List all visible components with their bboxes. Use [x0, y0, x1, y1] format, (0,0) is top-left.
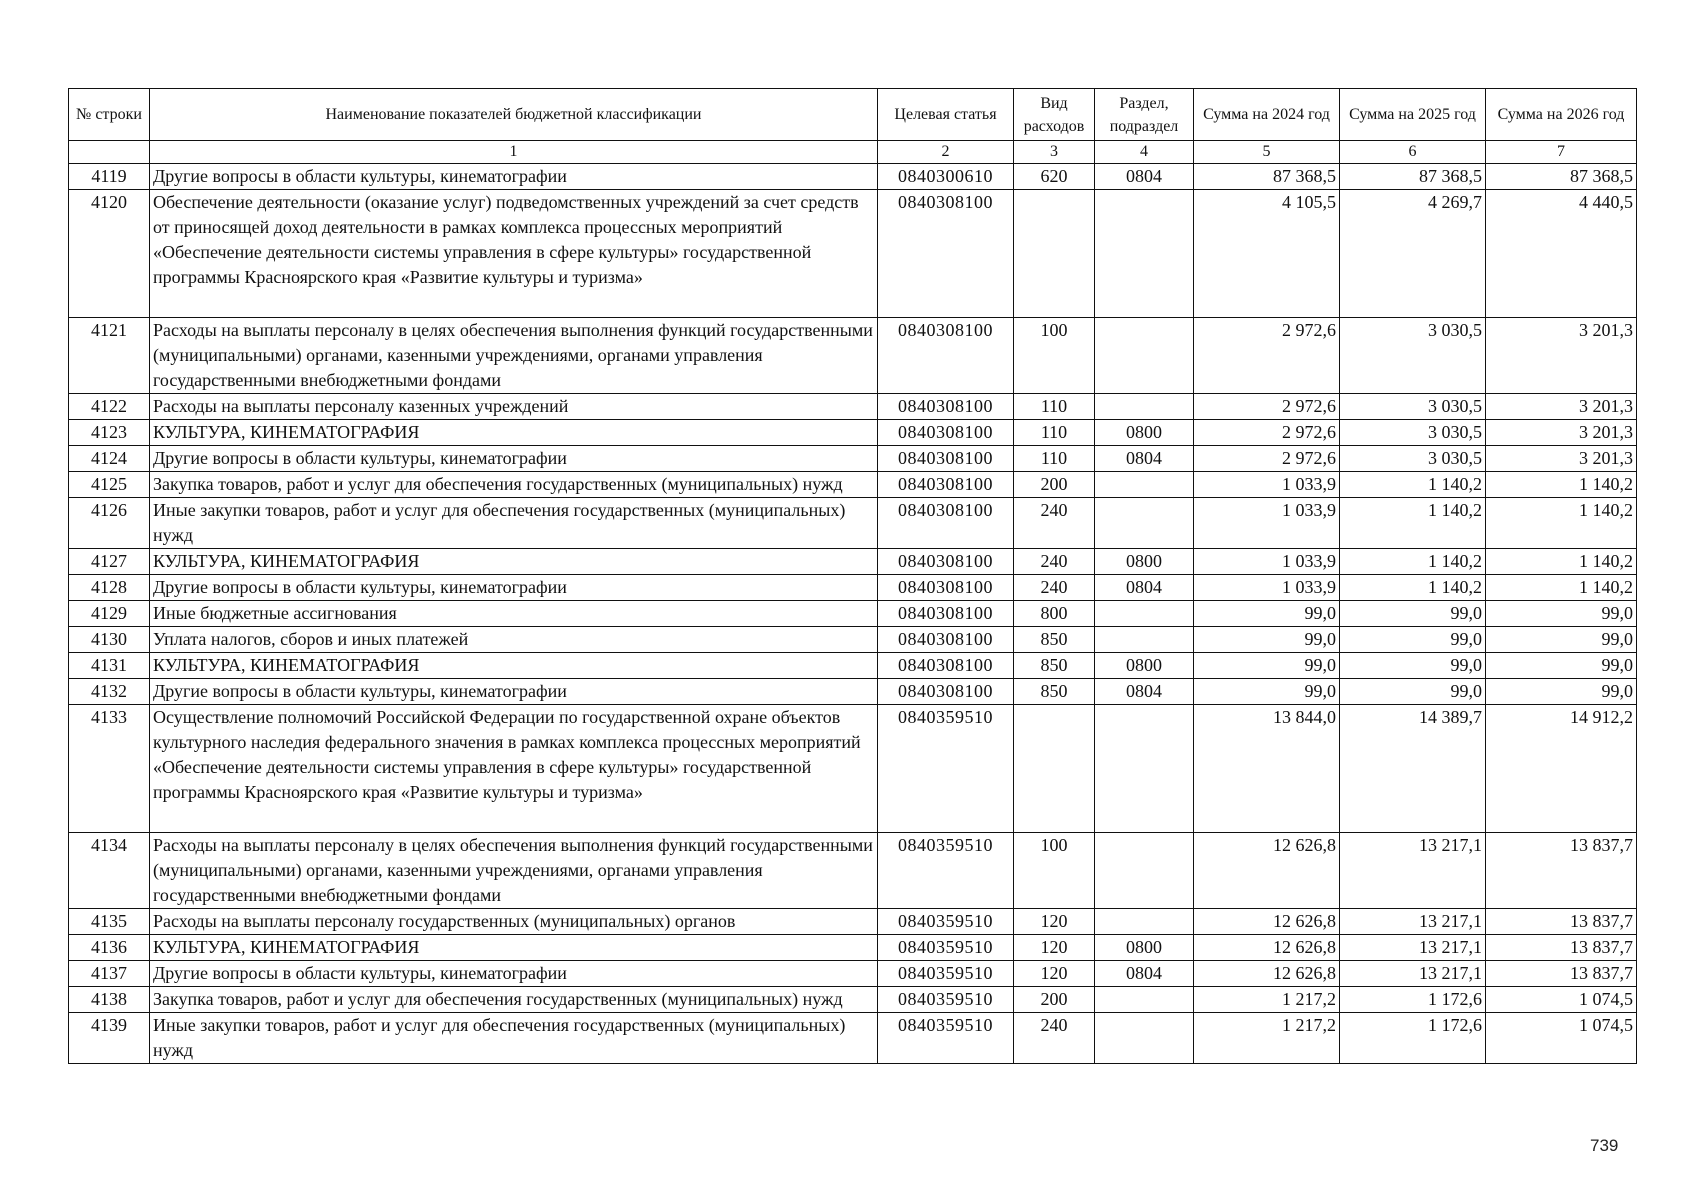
sum-2026-cell: 13 837,7: [1486, 833, 1637, 909]
razdel-cell: [1095, 394, 1194, 420]
table-row: [69, 833, 1637, 909]
table-row: [69, 987, 1637, 1013]
sum-2024-cell: 87 368,5: [1194, 164, 1340, 190]
row-number-cell: 4127: [69, 549, 150, 575]
table-row: [69, 653, 1637, 679]
razdel-cell: [1095, 1013, 1194, 1064]
header-sum-2024: Сумма на 2024 год: [1194, 89, 1340, 141]
sum-2025-cell: 3 030,5: [1340, 318, 1486, 394]
vid-cell: 200: [1014, 987, 1095, 1013]
table-row: [69, 575, 1637, 601]
sum-2025-cell: 13 217,1: [1340, 909, 1486, 935]
row-number-cell: 4136: [69, 935, 150, 961]
column-number: 6: [1340, 141, 1486, 164]
vid-cell: 850: [1014, 653, 1095, 679]
sum-2025-cell: 1 172,6: [1340, 1013, 1486, 1064]
vid-cell: 200: [1014, 472, 1095, 498]
sum-2024-cell: 2 972,6: [1194, 446, 1340, 472]
sum-2024-cell: 99,0: [1194, 653, 1340, 679]
sum-2025-cell: 13 217,1: [1340, 961, 1486, 987]
table-row: [69, 601, 1637, 627]
sum-2026-cell: 1 140,2: [1486, 549, 1637, 575]
target-code-cell: 0840359510: [878, 961, 1014, 987]
row-number-cell: 4123: [69, 420, 150, 446]
razdel-cell: [1095, 190, 1194, 318]
razdel-cell: [1095, 627, 1194, 653]
table-row: [69, 472, 1637, 498]
column-number: 3: [1014, 141, 1095, 164]
sum-2024-cell: 1 033,9: [1194, 549, 1340, 575]
name-cell: Расходы на выплаты персоналу в целях обеспечения выполнения функций государственными (муниципальными) органами, казенными учреждениями, органами управления государственными внебюджетными фондами: [150, 318, 878, 394]
sum-2024-cell: 12 626,8: [1194, 961, 1340, 987]
column-number-blank: [69, 141, 150, 164]
name-cell: Уплата налогов, сборов и иных платежей: [150, 627, 878, 653]
sum-2026-cell: 99,0: [1486, 601, 1637, 627]
sum-2024-cell: 1 217,2: [1194, 987, 1340, 1013]
sum-2025-cell: 3 030,5: [1340, 446, 1486, 472]
razdel-cell: 0804: [1095, 575, 1194, 601]
target-code-cell: 0840308100: [878, 446, 1014, 472]
table-row: [69, 394, 1637, 420]
vid-cell: 120: [1014, 909, 1095, 935]
sum-2025-cell: 1 140,2: [1340, 575, 1486, 601]
row-number-cell: 4137: [69, 961, 150, 987]
vid-cell: 240: [1014, 549, 1095, 575]
vid-cell: [1014, 190, 1095, 318]
sum-2026-cell: 4 440,5: [1486, 190, 1637, 318]
vid-cell: 100: [1014, 318, 1095, 394]
sum-2024-cell: 2 972,6: [1194, 318, 1340, 394]
header-target: Целевая статья: [878, 89, 1014, 141]
razdel-cell: [1095, 318, 1194, 394]
sum-2026-cell: 13 837,7: [1486, 909, 1637, 935]
sum-2024-cell: 1 033,9: [1194, 472, 1340, 498]
name-cell: Другие вопросы в области культуры, кинематографии: [150, 961, 878, 987]
sum-2024-cell: 99,0: [1194, 679, 1340, 705]
target-code-cell: 0840359510: [878, 1013, 1014, 1064]
sum-2026-cell: 3 201,3: [1486, 446, 1637, 472]
sum-2025-cell: 3 030,5: [1340, 394, 1486, 420]
vid-cell: 100: [1014, 833, 1095, 909]
row-number-cell: 4139: [69, 1013, 150, 1064]
sum-2025-cell: 99,0: [1340, 601, 1486, 627]
sum-2026-cell: 99,0: [1486, 679, 1637, 705]
razdel-cell: 0800: [1095, 549, 1194, 575]
page-number: 739: [1590, 1136, 1619, 1155]
target-code-cell: 0840308100: [878, 472, 1014, 498]
table-row: [69, 1013, 1637, 1064]
table-body: [69, 164, 1637, 1064]
table-row: [69, 679, 1637, 705]
sum-2025-cell: 13 217,1: [1340, 833, 1486, 909]
vid-cell: 110: [1014, 420, 1095, 446]
sum-2024-cell: 12 626,8: [1194, 833, 1340, 909]
razdel-cell: [1095, 909, 1194, 935]
sum-2026-cell: 3 201,3: [1486, 394, 1637, 420]
razdel-cell: [1095, 601, 1194, 627]
target-code-cell: 0840359510: [878, 987, 1014, 1013]
vid-cell: 240: [1014, 575, 1095, 601]
sum-2026-cell: 3 201,3: [1486, 318, 1637, 394]
razdel-cell: [1095, 987, 1194, 1013]
razdel-cell: 0804: [1095, 679, 1194, 705]
sum-2024-cell: 2 972,6: [1194, 394, 1340, 420]
sum-2026-cell: 1 140,2: [1486, 575, 1637, 601]
row-number-cell: 4131: [69, 653, 150, 679]
name-cell: Иные бюджетные ассигнования: [150, 601, 878, 627]
razdel-cell: [1095, 705, 1194, 833]
sum-2026-cell: 1 074,5: [1486, 1013, 1637, 1064]
sum-2026-cell: 99,0: [1486, 653, 1637, 679]
table-row: [69, 627, 1637, 653]
row-number-cell: 4138: [69, 987, 150, 1013]
column-number-row: [69, 141, 1637, 164]
sum-2026-cell: 13 837,7: [1486, 961, 1637, 987]
target-code-cell: 0840308100: [878, 318, 1014, 394]
vid-cell: 240: [1014, 498, 1095, 549]
razdel-cell: 0804: [1095, 164, 1194, 190]
sum-2026-cell: 1 140,2: [1486, 472, 1637, 498]
vid-cell: 240: [1014, 1013, 1095, 1064]
razdel-cell: [1095, 498, 1194, 549]
sum-2026-cell: 99,0: [1486, 627, 1637, 653]
name-cell: Иные закупки товаров, работ и услуг для обеспечения государственных (муниципальных) нужд: [150, 1013, 878, 1064]
row-number-cell: 4122: [69, 394, 150, 420]
name-cell: Расходы на выплаты персоналу государственных (муниципальных) органов: [150, 909, 878, 935]
vid-cell: 110: [1014, 394, 1095, 420]
name-cell: Другие вопросы в области культуры, кинематографии: [150, 679, 878, 705]
name-cell: КУЛЬТУРА, КИНЕМАТОГРАФИЯ: [150, 549, 878, 575]
vid-cell: 120: [1014, 961, 1095, 987]
sum-2026-cell: 87 368,5: [1486, 164, 1637, 190]
vid-cell: 850: [1014, 679, 1095, 705]
sum-2024-cell: 2 972,6: [1194, 420, 1340, 446]
sum-2026-cell: 1 074,5: [1486, 987, 1637, 1013]
razdel-cell: [1095, 472, 1194, 498]
sum-2024-cell: 1 033,9: [1194, 575, 1340, 601]
column-number: 7: [1486, 141, 1637, 164]
sum-2024-cell: 4 105,5: [1194, 190, 1340, 318]
name-cell: Обеспечение деятельности (оказание услуг) подведомственных учреждений за счет средств от приносящей доход деятельности в рамках комплекса процессных мероприятий «Обеспечение деятельности системы управления в сфере культуры» государственной программы Красноярского края «Развитие культуры и туризма»: [150, 190, 878, 318]
razdel-cell: 0804: [1095, 961, 1194, 987]
name-cell: Осуществление полномочий Российской Федерации по государственной охране объектов культурного наследия федерального значения в рамках комплекса процессных мероприятий «Обеспечение деятельности системы управления в сфере культуры» государственной программы Красноярского края «Развитие культуры и туризма»: [150, 705, 878, 833]
razdel-cell: 0800: [1095, 420, 1194, 446]
header-vid: Вид расходов: [1014, 89, 1095, 141]
row-number-cell: 4119: [69, 164, 150, 190]
column-number: 1: [150, 141, 878, 164]
header-row-number: № строки: [69, 89, 150, 141]
row-number-cell: 4135: [69, 909, 150, 935]
sum-2025-cell: 1 140,2: [1340, 498, 1486, 549]
sum-2025-cell: 14 389,7: [1340, 705, 1486, 833]
target-code-cell: 0840359510: [878, 833, 1014, 909]
sum-2024-cell: 13 844,0: [1194, 705, 1340, 833]
razdel-cell: 0800: [1095, 935, 1194, 961]
table-row: [69, 318, 1637, 394]
table-row: [69, 961, 1637, 987]
table-row: [69, 190, 1637, 318]
column-number: 4: [1095, 141, 1194, 164]
target-code-cell: 0840308100: [878, 601, 1014, 627]
column-number: 2: [878, 141, 1014, 164]
target-code-cell: 0840359510: [878, 909, 1014, 935]
target-code-cell: 0840308100: [878, 679, 1014, 705]
header-razdel: Раздел, подраздел: [1095, 89, 1194, 141]
sum-2025-cell: 3 030,5: [1340, 420, 1486, 446]
sum-2026-cell: 13 837,7: [1486, 935, 1637, 961]
name-cell: Другие вопросы в области культуры, кинематографии: [150, 164, 878, 190]
target-code-cell: 0840300610: [878, 164, 1014, 190]
sum-2025-cell: 1 140,2: [1340, 549, 1486, 575]
table-row: [69, 705, 1637, 833]
row-number-cell: 4129: [69, 601, 150, 627]
header-sum-2025: Сумма на 2025 год: [1340, 89, 1486, 141]
name-cell: КУЛЬТУРА, КИНЕМАТОГРАФИЯ: [150, 935, 878, 961]
budget-sheet: [68, 88, 1636, 1064]
vid-cell: 850: [1014, 627, 1095, 653]
sum-2025-cell: 99,0: [1340, 653, 1486, 679]
header-sum-2026: Сумма на 2026 год: [1486, 89, 1637, 141]
target-code-cell: 0840308100: [878, 420, 1014, 446]
row-number-cell: 4134: [69, 833, 150, 909]
target-code-cell: 0840308100: [878, 575, 1014, 601]
sum-2024-cell: 12 626,8: [1194, 909, 1340, 935]
sum-2025-cell: 4 269,7: [1340, 190, 1486, 318]
table-row: [69, 164, 1637, 190]
razdel-cell: [1095, 833, 1194, 909]
vid-cell: [1014, 705, 1095, 833]
table-row: [69, 935, 1637, 961]
row-number-cell: 4125: [69, 472, 150, 498]
row-number-cell: 4126: [69, 498, 150, 549]
header-name: Наименование показателей бюджетной классификации: [150, 89, 878, 141]
razdel-cell: 0804: [1095, 446, 1194, 472]
name-cell: Расходы на выплаты персоналу в целях обеспечения выполнения функций государственными (муниципальными) органами, казенными учреждениями, органами управления государственными внебюджетными фондами: [150, 833, 878, 909]
row-number-cell: 4128: [69, 575, 150, 601]
name-cell: КУЛЬТУРА, КИНЕМАТОГРАФИЯ: [150, 653, 878, 679]
sum-2024-cell: 12 626,8: [1194, 935, 1340, 961]
row-number-cell: 4132: [69, 679, 150, 705]
target-code-cell: 0840359510: [878, 705, 1014, 833]
target-code-cell: 0840308100: [878, 549, 1014, 575]
sum-2025-cell: 87 368,5: [1340, 164, 1486, 190]
razdel-cell: 0800: [1095, 653, 1194, 679]
sum-2026-cell: 3 201,3: [1486, 420, 1637, 446]
name-cell: Другие вопросы в области культуры, кинематографии: [150, 575, 878, 601]
target-code-cell: 0840308100: [878, 394, 1014, 420]
row-number-cell: 4120: [69, 190, 150, 318]
sum-2024-cell: 1 033,9: [1194, 498, 1340, 549]
name-cell: Другие вопросы в области культуры, кинематографии: [150, 446, 878, 472]
target-code-cell: 0840308100: [878, 627, 1014, 653]
sum-2024-cell: 99,0: [1194, 627, 1340, 653]
row-number-cell: 4130: [69, 627, 150, 653]
table-row: [69, 420, 1637, 446]
table-row: [69, 549, 1637, 575]
sum-2025-cell: 1 172,6: [1340, 987, 1486, 1013]
name-cell: Закупка товаров, работ и услуг для обеспечения государственных (муниципальных) нужд: [150, 472, 878, 498]
budget-table: [68, 88, 1637, 1064]
row-number-cell: 4124: [69, 446, 150, 472]
sum-2025-cell: 13 217,1: [1340, 935, 1486, 961]
table-row: [69, 446, 1637, 472]
table-header-row: [69, 89, 1637, 141]
sum-2025-cell: 1 140,2: [1340, 472, 1486, 498]
table-row: [69, 498, 1637, 549]
target-code-cell: 0840308100: [878, 498, 1014, 549]
sum-2026-cell: 1 140,2: [1486, 498, 1637, 549]
name-cell: Закупка товаров, работ и услуг для обеспечения государственных (муниципальных) нужд: [150, 987, 878, 1013]
vid-cell: 120: [1014, 935, 1095, 961]
name-cell: КУЛЬТУРА, КИНЕМАТОГРАФИЯ: [150, 420, 878, 446]
sum-2025-cell: 99,0: [1340, 679, 1486, 705]
table-row: [69, 909, 1637, 935]
target-code-cell: 0840308100: [878, 653, 1014, 679]
target-code-cell: 0840308100: [878, 190, 1014, 318]
sum-2024-cell: 1 217,2: [1194, 1013, 1340, 1064]
vid-cell: 800: [1014, 601, 1095, 627]
name-cell: Иные закупки товаров, работ и услуг для обеспечения государственных (муниципальных) нужд: [150, 498, 878, 549]
vid-cell: 620: [1014, 164, 1095, 190]
sum-2024-cell: 99,0: [1194, 601, 1340, 627]
row-number-cell: 4133: [69, 705, 150, 833]
vid-cell: 110: [1014, 446, 1095, 472]
name-cell: Расходы на выплаты персоналу казенных учреждений: [150, 394, 878, 420]
column-number: 5: [1194, 141, 1340, 164]
target-code-cell: 0840359510: [878, 935, 1014, 961]
sum-2026-cell: 14 912,2: [1486, 705, 1637, 833]
row-number-cell: 4121: [69, 318, 150, 394]
sum-2025-cell: 99,0: [1340, 627, 1486, 653]
